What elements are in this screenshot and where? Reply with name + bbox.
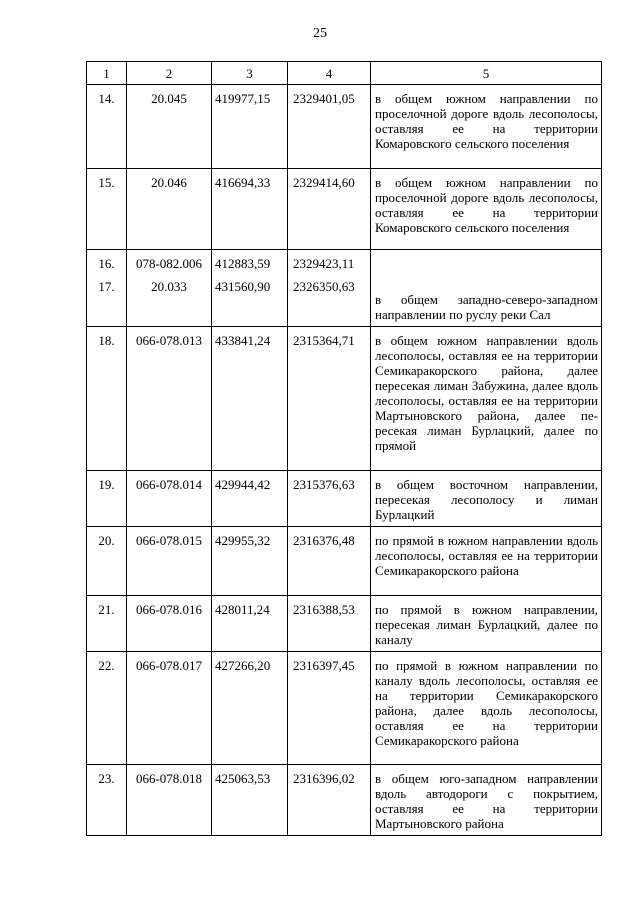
row-number: 19. xyxy=(87,470,127,526)
coord-x: 412883,59 xyxy=(212,250,288,273)
route-description: в общем южном направлении по проселочной дороге вдоль лесополосы, оставляя ее на территории Комаровского сельского поселения xyxy=(371,85,602,169)
coord-x: 416694,33 xyxy=(212,169,288,250)
point-code: 066-078.013 xyxy=(127,326,212,470)
point-code: 066-078.018 xyxy=(127,764,212,835)
route-description: в общем южном направлении по проселочной дороге вдоль лесополосы, оставляя ее на территории Комаровского сельского поселения xyxy=(371,169,602,250)
header-row xyxy=(87,62,602,85)
point-code: 066-078.015 xyxy=(127,526,212,595)
route-description: по прямой в южном направлении по каналу вдоль лесополосы, оставляя ее на территории Семикаракорского района, далее вдоль лесополосы, оставляя ее на территории Семикаракорского района xyxy=(371,651,602,764)
boundary-points-table xyxy=(86,61,602,836)
route-description xyxy=(371,250,602,273)
row-number: 20. xyxy=(87,526,127,595)
coord-y: 2329423,11 xyxy=(288,250,371,273)
coord-x: 433841,24 xyxy=(212,326,288,470)
coord-y: 2316396,02 xyxy=(288,764,371,835)
table-row xyxy=(87,595,602,651)
table-row xyxy=(87,764,602,835)
coord-x: 419977,15 xyxy=(212,85,288,169)
table-row xyxy=(87,250,602,273)
row-number: 17. xyxy=(87,273,127,327)
coord-x: 427266,20 xyxy=(212,651,288,764)
coord-x: 429955,32 xyxy=(212,526,288,595)
row-number: 16. xyxy=(87,250,127,273)
table-row xyxy=(87,273,602,327)
route-description: в общем западно-северо-западном направлении по руслу реки Сал xyxy=(371,273,602,327)
row-number: 22. xyxy=(87,651,127,764)
coord-y: 2315376,63 xyxy=(288,470,371,526)
row-number: 21. xyxy=(87,595,127,651)
header-col-5: 5 xyxy=(371,62,602,85)
header-col-4: 4 xyxy=(288,62,371,85)
page-number: 25 xyxy=(313,26,327,41)
table-row xyxy=(87,526,602,595)
row-number: 18. xyxy=(87,326,127,470)
point-code: 20.045 xyxy=(127,85,212,169)
row-number: 23. xyxy=(87,764,127,835)
route-description: по прямой в южном направлении, пересекая лиман Бурлацкий, далее по каналу xyxy=(371,595,602,651)
coord-x: 431560,90 xyxy=(212,273,288,327)
route-description: в общем южном направлении вдоль лесополосы, оставляя ее на территории Семикаракорского района, далее пересекая лиман Забужина, далее вдоль лесополосы, оставляя ее на территории Мартыновского района, далее пересекая лиман Бурлацкий, далее по прямой xyxy=(371,326,602,470)
coord-y: 2316388,53 xyxy=(288,595,371,651)
coord-y: 2315364,71 xyxy=(288,326,371,470)
table-row xyxy=(87,470,602,526)
point-code: 20.033 xyxy=(127,273,212,327)
header-col-1: 1 xyxy=(87,62,127,85)
table-row xyxy=(87,169,602,250)
point-code: 066-078.017 xyxy=(127,651,212,764)
coord-x: 425063,53 xyxy=(212,764,288,835)
point-code: 066-078.014 xyxy=(127,470,212,526)
route-description: в общем восточном направлении, пересекая лесополосу и лиман Бурлацкий xyxy=(371,470,602,526)
header-col-3: 3 xyxy=(212,62,288,85)
point-code: 078-082.006 xyxy=(127,250,212,273)
coord-y: 2329414,60 xyxy=(288,169,371,250)
table-row xyxy=(87,651,602,764)
row-number: 14. xyxy=(87,85,127,169)
coord-y: 2326350,63 xyxy=(288,273,371,327)
coord-y: 2316397,45 xyxy=(288,651,371,764)
route-description: по прямой в южном направлении вдоль лесополосы, оставляя ее на территории Семикаракорского района xyxy=(371,526,602,595)
row-number: 15. xyxy=(87,169,127,250)
header-col-2: 2 xyxy=(127,62,212,85)
coord-x: 428011,24 xyxy=(212,595,288,651)
table-row xyxy=(87,326,602,470)
coord-y: 2316376,48 xyxy=(288,526,371,595)
table-row xyxy=(87,85,602,169)
route-description: в общем юго-западном направлении вдоль автодороги с покрытием, оставляя ее на территории Мартыновского района xyxy=(371,764,602,835)
point-code: 066-078.016 xyxy=(127,595,212,651)
coord-y: 2329401,05 xyxy=(288,85,371,169)
coord-x: 429944,42 xyxy=(212,470,288,526)
point-code: 20.046 xyxy=(127,169,212,250)
